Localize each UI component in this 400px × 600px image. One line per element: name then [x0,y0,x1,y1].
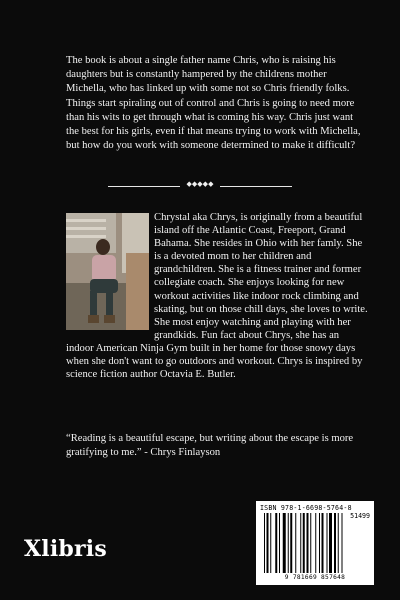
isbn-label: ISBN 978-1-6698-5764-8 [260,504,352,512]
barcode-bar [310,513,311,573]
barcode-bar [270,513,271,573]
barcode-bar [319,513,320,573]
barcode-icon [262,513,368,573]
author-quote: “Reading is a beautiful escape, but writing about the escape is more gratifying to me.” - Chrys Finlayson [66,433,354,458]
author-bio [66,211,368,381]
barcode-bar [315,513,316,573]
author-bio-text: Chrystal aka Chrys, is originally from a beautiful island off the Atlantic Coast, Freeport, Grand Bahama. She resides in Ohio with her famly. She is a devoted mom to her children and grandchildren. She is a fitness trainer and former collegiate coach. She enjoys looking for new workout activities like indoor rock climbing and skating, but on those chill days, she loves to write. She most enjoy watching and playing with her grandkids. Fun fact about Chrys, she has an indoor American Ninja Gym built in her home for those snowy days when she don't want to go outdoors and workout. Chrys is inspired by science fiction author Octavia E. Butler. [66,212,368,381]
barcode-bar [334,513,336,573]
barcode-bar [329,513,332,573]
divider-diamonds: ◆◆◆◆◆ [186,180,214,188]
ornamental-divider [108,180,292,191]
barcode-bar [290,513,292,573]
barcode-bar [279,513,280,573]
divider-line-left [108,186,180,187]
barcode-bar [275,513,277,573]
barcode-bar [267,513,269,573]
book-synopsis: The book is about a single father name Chris, who is raising his daughters but is constantly hampered by the childrens mother Michella, who has linked up with some not so Chris friendly folks. Things start spiraling out of control and Chris is going to need more than his wits to get through what is coming his way. Chris just want the best for his girls, even if that means trying to work with Michella, but how do you work with someone determined to make it difficult? [66,55,361,152]
divider-line-right [220,186,292,187]
photo-float-spacer [66,211,154,331]
barcode-number: 9 781669 857648 [284,574,346,581]
barcode-bar [283,513,286,573]
barcode-bar [307,513,309,573]
barcode-bar [288,513,289,573]
barcode-bar [322,513,324,573]
barcode-bar [338,513,339,573]
barcode-bar [342,513,343,573]
publisher-logo: Xlibris [24,536,107,562]
barcode-bar [327,513,328,573]
barcode-bar [264,513,265,573]
isbn-barcode-box [256,501,374,585]
barcode-bar [295,513,296,573]
barcode-bar [300,513,301,573]
price-code: 51499 [350,512,370,520]
barcode-bar [303,513,305,573]
